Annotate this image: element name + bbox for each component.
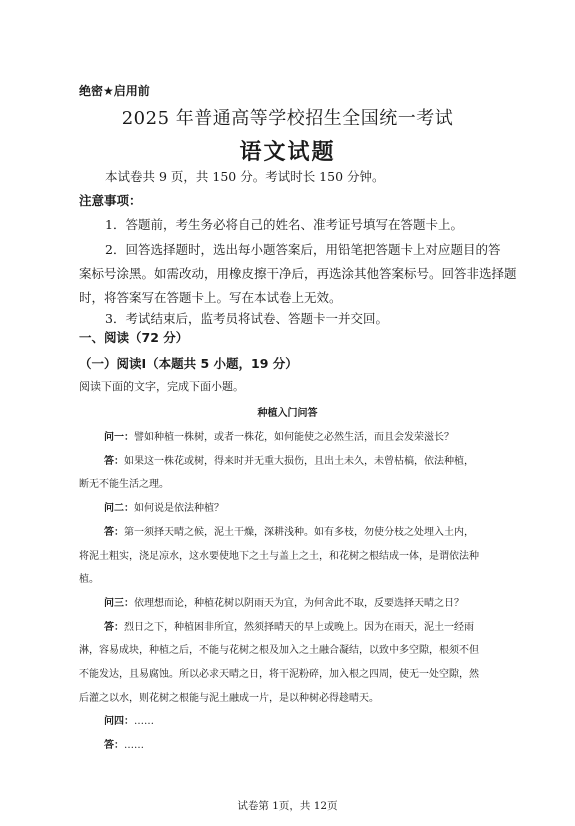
answer-1-line-1 (104, 452, 474, 467)
question-4 (104, 712, 154, 727)
answer-2-text: 第一须择天晴之候，泥土干燥，深耕浅种。如有多枝，勿使分枝之处埋入土内， (124, 527, 474, 538)
answer-3-label: 答： (104, 622, 124, 633)
question-4-text: …… (134, 716, 154, 727)
question-3-label: 问三： (104, 598, 134, 609)
answer-3-line-1 (104, 618, 474, 633)
answer-3-text: 烈日之下，种植困非所宜，然须择晴天的早上或晚上。因为在雨天，泥土一经雨 (124, 622, 474, 633)
subject-title: 语文试题 (239, 140, 336, 165)
question-2-text: 如何说是依法种植？ (134, 503, 224, 514)
answer-4-text: …… (124, 740, 144, 751)
notice-item-2-line-1: 2．回答选择题时，选出每小题答案后，用铅笔把答题卡上对应题目的答 (105, 242, 501, 257)
question-3 (104, 594, 464, 609)
reading-instruction: 阅读下面的文字，完成下面小题。 (79, 380, 244, 393)
question-3-text: 依理想而论，种植花树以阴雨天为宜，为何舍此不取，反要选择天晴之日？ (134, 598, 464, 609)
notice-item-1: 1．答题前，考生务必将自己的姓名、准考证号填写在答题卡上。 (105, 217, 463, 232)
question-1-label: 问一： (104, 432, 134, 443)
answer-4-label: 答： (104, 740, 124, 751)
answer-4 (104, 736, 144, 751)
section-heading: 一、阅读（72 分） (79, 330, 189, 345)
answer-1-text: 如果这一株花或树，得来时并无重大损伤，且出土未久，未曾枯槁，依法种植， (124, 456, 474, 467)
page-footer: 试卷第 1页，共 12页 (237, 800, 338, 812)
answer-3-line-4: 后灌之以水，则花树之根能与泥土融成一片，是以种树必得趁晴天。 (79, 693, 379, 704)
confidential-mark: 绝密★启用前 (79, 84, 150, 98)
question-1 (104, 428, 454, 443)
exam-info-line: 本试卷共 9 页，共 150 分。考试时长 150 分钟。 (105, 169, 385, 184)
question-2 (104, 499, 224, 514)
passage-title: 种植入门问答 (257, 408, 318, 419)
answer-3-line-3: 不能发达，且易腐蚀。所以必求天晴之日，将干泥粉碎，加入根之四周，使无一处空隙，然 (79, 669, 479, 680)
subsection-heading: （一）阅读Ⅰ（本题共 5 小题，19 分） (79, 356, 298, 371)
question-1-text: 譬如种植一株树，或者一株花，如何能使之必然生活，而且会发荣滋长？ (134, 432, 454, 443)
notice-heading: 注意事项： (79, 193, 142, 208)
answer-2-line-2: 将泥土粗实，浇足凉水，这水要使地下之土与盖上之土，和花树之根结成一体，是谓依法种 (79, 551, 479, 562)
question-2-label: 问二： (104, 503, 134, 514)
notice-item-2-line-2: 案标号涂黑。如需改动，用橡皮擦干净后，再选涂其他答案标号。回答非选择题 (79, 266, 517, 281)
answer-1-line-2: 断无不能生活之理。 (79, 479, 169, 490)
answer-3-line-2: 淋，容易成块，种植之后，不能与花树之根及加入之土融合凝结，以致中多空隙，根须不但 (79, 645, 479, 656)
exam-title: 2025 年普通高等学校招生全国统一考试 (121, 108, 454, 129)
answer-2-line-3: 植。 (79, 574, 99, 585)
notice-item-2-line-3: 时，将答案写在答题卡上。写在本试卷上无效。 (79, 290, 342, 305)
notice-item-3: 3．考试结束后，监考员将试卷、答题卡一并交回。 (105, 311, 388, 326)
question-4-label: 问四： (104, 716, 134, 727)
answer-2-line-1 (104, 523, 474, 538)
answer-2-label: 答： (104, 527, 124, 538)
answer-1-label: 答： (104, 456, 124, 467)
